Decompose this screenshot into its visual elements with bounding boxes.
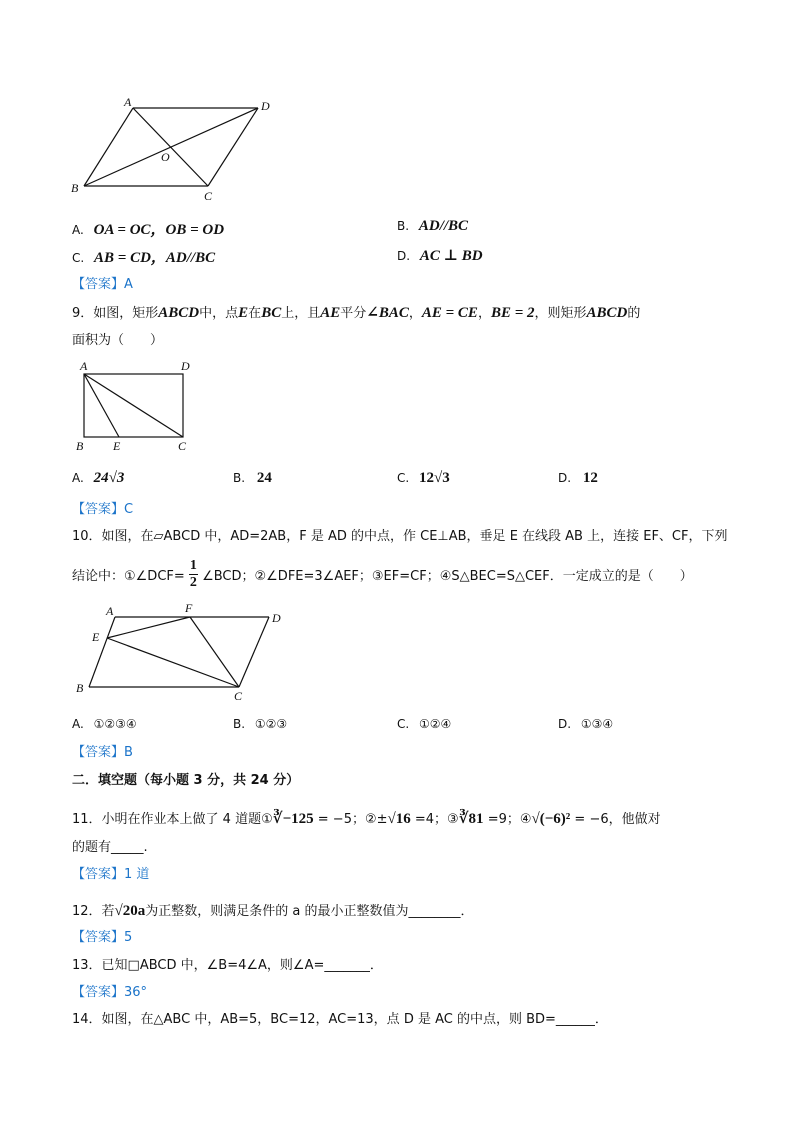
q9-option-c [397,470,450,487]
fig9-label-e: E [113,439,121,453]
q9-answer [72,498,133,517]
q10-answer-tag: 【答案】 [72,745,125,760]
q8-option-d-letter: D. [397,249,411,263]
q9-text: ， [408,306,422,321]
q9-option-d [558,470,598,487]
q9-text: ，则矩形 [534,306,587,321]
q8-answer-tag: 【答案】 [72,277,125,292]
q9-option-a [72,470,124,487]
q8-option-a-letter: A. [72,223,84,237]
q12-text: 12．若 [72,904,115,919]
q9-math: AE = CE [421,305,478,321]
q12-stem [72,900,474,920]
q10-answer-value: B [124,745,133,760]
q10-frac-den: 2 [189,575,197,590]
q10-frac-num: 1 [189,558,197,573]
q11-root-4: √(−6)² [531,811,571,827]
fig9-label-b: B [76,439,84,453]
fig10-label-a: A [106,604,114,618]
q9-text: 上，且 [281,306,321,321]
q8-option-b-letter: B. [397,219,410,233]
q10-option-a-letter: A. [72,717,84,731]
q9-option-d-letter: D. [558,471,572,485]
q10-text: 结论中：①∠DCF= [72,569,185,584]
q9-math: ∠BAC [366,305,409,321]
q10-stem-line2 [72,558,693,591]
q10-option-c-letter: C. [397,717,410,731]
q10-option-c-text: ①②④ [419,717,452,731]
q10-text: ∠BCD；②∠DFE=3∠AEF；③EF=CF；④S△BEC=S△CEF．一定成立的是（ ） [202,569,693,584]
fig10-label-c: C [234,689,243,703]
fig9-label-d: D [181,359,190,373]
q9-text: 在 [248,306,262,321]
q11-text: = −6，他做对 [570,812,661,827]
q14-stem: 14．如图，在△ABC 中，AB=5，BC=12，AC=13，点 D 是 AC 的中点，则 BD=______． [72,1012,608,1027]
q9-math: ABCD [158,305,200,321]
fig10-label-e: E [92,630,100,644]
section-heading-fill-blank: 二．填空题（每小题 3 分，共 24 分） [72,773,300,788]
q9-math: BC [261,305,282,321]
q10-option-a-text: ①②③④ [93,717,137,731]
q9-text: 中，点 [199,306,239,321]
q9-answer-value: C [124,502,134,517]
fig10-label-f: F [185,601,193,615]
q13-answer-tag: 【答案】 [72,985,125,1000]
figure-q8-parallelogram [66,94,286,204]
q9-option-a-letter: A. [72,471,84,485]
q9-stem-line1 [72,302,640,322]
q12-answer [72,926,132,945]
q11-answer-value: 1 道 [124,867,150,882]
fig9-label-a: A [80,359,88,373]
q9-option-d-text: 12 [582,470,598,486]
q11-text: =9；④ [483,812,532,827]
q11-text: 11．小明在作业本上做了 4 道题① [72,812,273,827]
q8-option-b [397,218,468,235]
q8-option-d [397,246,483,265]
q11-answer [72,863,149,882]
q8-option-c-letter: C. [72,251,85,265]
q8-option-a [72,218,224,239]
q10-option-d-letter: D. [558,717,572,731]
q9-text: ， [477,306,491,321]
fig10-label-d: D [272,611,281,625]
figure-q10-parallelogram [72,600,292,705]
fig8-label-d: D [261,99,270,113]
fig8-label-a: A [124,95,132,109]
q8-answer [72,273,133,292]
q10-option-d [558,717,613,731]
q9-math: BE = 2 [490,305,535,321]
q11-answer-tag: 【答案】 [72,867,125,882]
q11-stem-line1 [72,808,661,828]
q8-option-b-text: AD//BC [418,218,469,234]
q12-root: √20a [114,903,146,919]
q8-answer-value: A [124,277,133,292]
q12-answer-tag: 【答案】 [72,930,125,945]
fig8-label-b: B [71,181,79,195]
q9-stem-line2: 面积为（ ） [72,333,164,348]
q13-stem: 13．已知□ABCD 中，∠B=4∠A，则∠A=_______． [72,958,383,973]
q11-text: = −5；②± [313,812,388,827]
q10-option-d-text: ①③④ [580,717,614,731]
q9-math: ABCD [586,305,628,321]
q8-option-a-text: OA = OC，OB = OD [93,222,225,238]
q11-text: =4；③ [410,812,459,827]
q9-answer-tag: 【答案】 [72,502,125,517]
fig9-label-c: C [178,439,187,453]
q11-root-3: ∛81 [458,811,484,827]
q9-text: 9．如图，矩形 [72,306,159,321]
q8-option-c [72,246,215,267]
q11-root-2: √16 [387,811,411,827]
q9-option-a-text: 24√3 [93,470,125,486]
q9-option-b-text: 24 [256,470,272,486]
q10-answer [72,741,133,760]
q10-option-b-letter: B. [233,717,246,731]
fig10-label-b: B [76,681,84,695]
q13-answer-value: 36° [124,985,148,1000]
q10-stem-line1: 10．如图，在▱ABCD 中，AD=2AB，F 是 AD 的中点，作 CE⊥AB，垂足 E 在线段 AB 上，连接 EF、CF，下列 [72,529,728,544]
q10-option-a [72,717,137,731]
q9-option-b [233,470,272,487]
q11-stem-line2: 的题有_____. [72,840,148,855]
q10-fraction [189,558,198,591]
q10-option-c [397,717,451,731]
q8-option-d-text: AC ⊥ BD [419,248,483,264]
q9-text: 的 [627,306,641,321]
q8-option-c-text: AB = CD，AD//BC [94,250,216,266]
q11-root-1: ∛−125 [272,811,314,827]
q9-text: 平分 [340,306,367,321]
q9-option-c-letter: C. [397,471,410,485]
q12-answer-value: 5 [124,930,133,945]
q9-option-b-letter: B. [233,471,246,485]
q9-option-c-text: 12√3 [419,470,450,486]
q10-option-b [233,717,287,731]
fig8-label-o: O [161,150,170,164]
q13-answer [72,981,147,1000]
q10-option-b-text: ①②③ [254,717,288,731]
q9-math: E [238,305,249,321]
q12-text: 为正整数，则满足条件的 a 的最小正整数值为________． [145,904,474,919]
figure-q9-rectangle [72,356,212,456]
fig8-label-c: C [204,189,213,203]
q9-math: AE [320,305,341,321]
